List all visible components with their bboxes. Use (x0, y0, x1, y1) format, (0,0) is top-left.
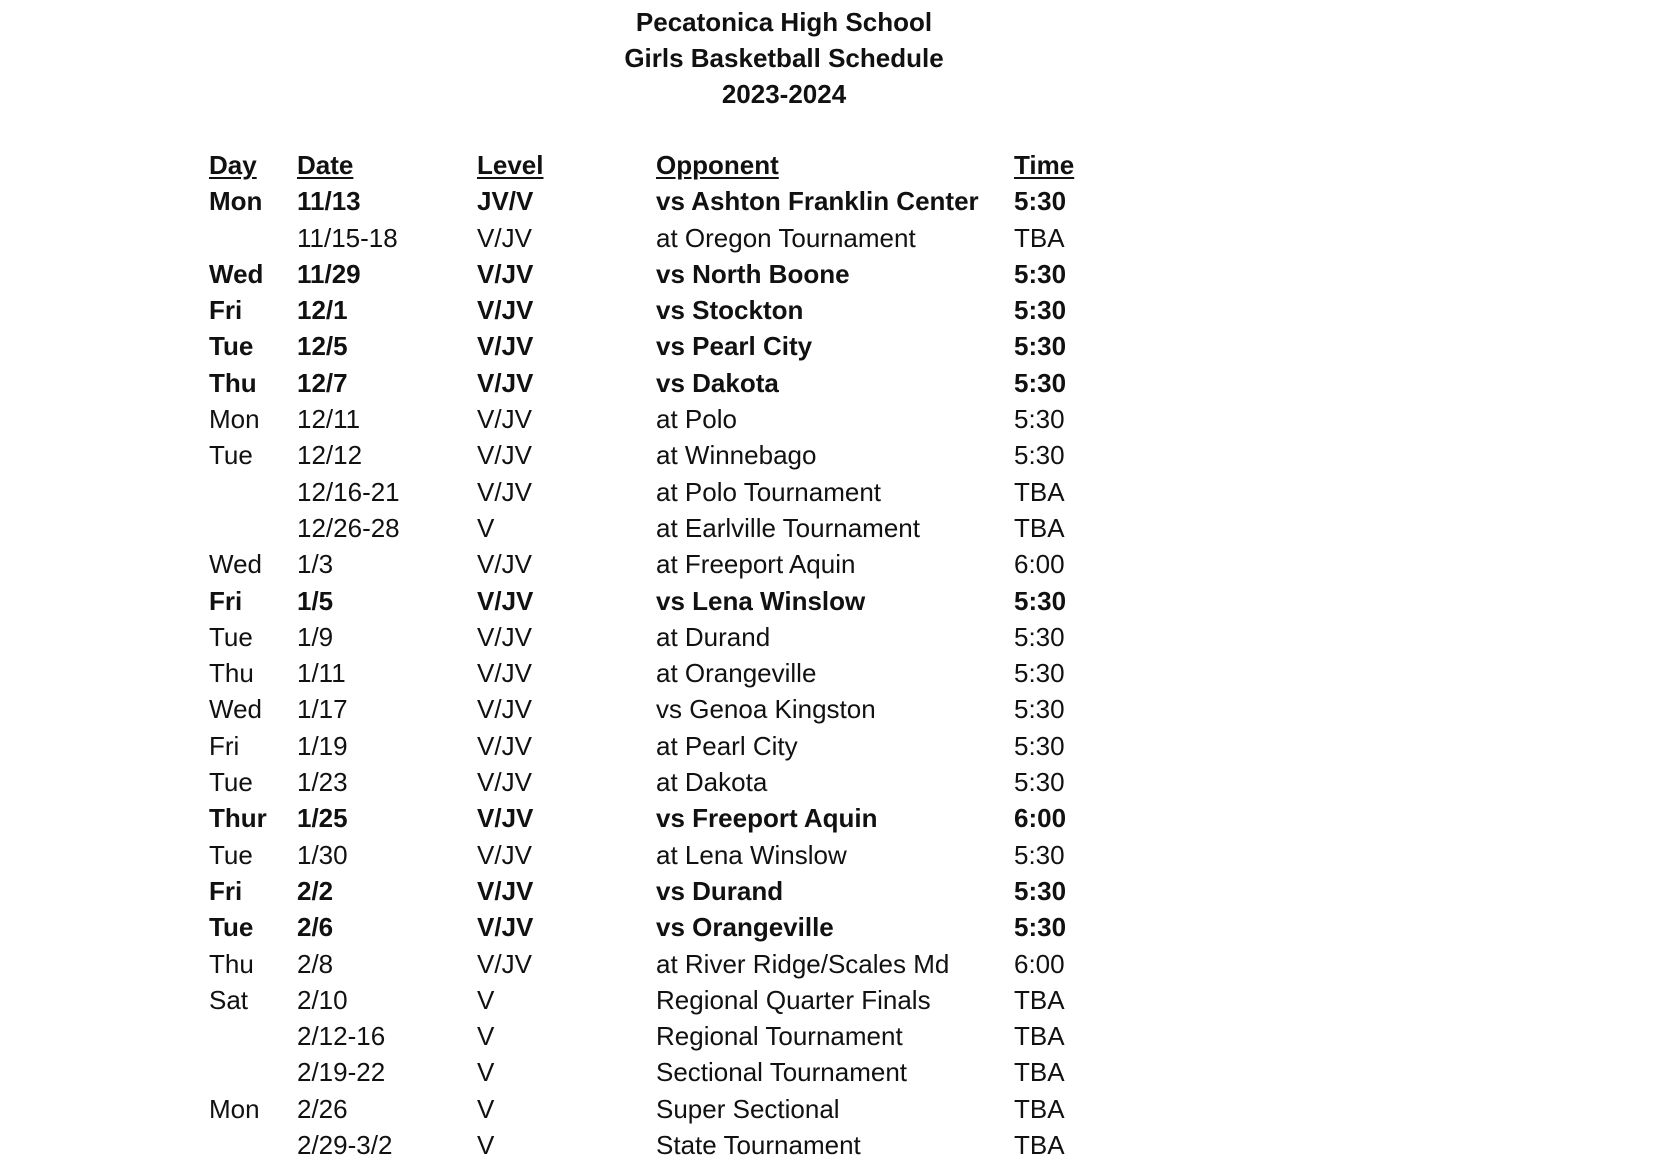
table-row (209, 510, 1209, 546)
game-level: V/JV (477, 331, 534, 362)
game-opponent: Super Sectional (656, 1093, 840, 1124)
game-date: 2/26 (297, 1093, 348, 1124)
game-time: 5:30 (1014, 440, 1065, 471)
game-level: V/JV (477, 875, 534, 906)
table-row (209, 909, 1209, 945)
game-opponent: at Freeport Aquin (656, 549, 856, 580)
game-opponent: at Pearl City (656, 730, 798, 761)
game-time: 6:00 (1014, 549, 1065, 580)
game-opponent: vs Orangeville (656, 912, 834, 943)
table-row (209, 1054, 1209, 1090)
table-row (209, 837, 1209, 873)
game-opponent: vs Genoa Kingston (656, 694, 876, 725)
game-time: TBA (1014, 984, 1065, 1015)
game-opponent: at River Ridge/Scales Md (656, 948, 950, 979)
table-row (209, 183, 1209, 219)
game-level: V/JV (477, 258, 534, 289)
table-row (209, 1018, 1209, 1054)
table-row (209, 328, 1209, 364)
game-level: V/JV (477, 658, 532, 689)
game-date: 12/26-28 (297, 512, 400, 543)
game-date: 2/19-22 (297, 1057, 386, 1088)
game-time: 5:30 (1014, 730, 1065, 761)
game-opponent: at Dakota (656, 767, 768, 798)
table-row (209, 583, 1209, 619)
game-date: 12/12 (297, 440, 363, 471)
game-date: 1/9 (297, 621, 334, 652)
game-time: 5:30 (1014, 658, 1065, 689)
game-opponent: at Polo Tournament (656, 476, 881, 507)
table-row (209, 220, 1209, 256)
table-row (209, 800, 1209, 836)
game-date: 1/19 (297, 730, 348, 761)
game-level: V (477, 984, 495, 1015)
game-time: TBA (1014, 1130, 1065, 1161)
game-day: Mon (209, 186, 263, 217)
game-level: V/JV (477, 222, 532, 253)
game-time: 5:30 (1014, 585, 1067, 616)
game-level: V/JV (477, 912, 534, 943)
game-level: V/JV (477, 730, 532, 761)
game-day: Fri (209, 585, 243, 616)
game-time: TBA (1014, 1021, 1065, 1052)
game-time: 5:30 (1014, 621, 1065, 652)
table-row (209, 728, 1209, 764)
game-time: 6:00 (1014, 803, 1067, 834)
game-date: 1/17 (297, 694, 348, 725)
game-date: 11/29 (297, 258, 361, 289)
game-date: 1/5 (297, 585, 334, 616)
game-day: Tue (209, 912, 254, 943)
game-level: V/JV (477, 549, 532, 580)
game-day: Sat (209, 984, 249, 1015)
game-day: Fri (209, 295, 243, 326)
header-day: Day (209, 150, 257, 180)
game-day: Thu (209, 367, 257, 398)
game-level: JV/V (477, 186, 534, 217)
table-row (209, 365, 1209, 401)
game-opponent: at Orangeville (656, 658, 817, 689)
game-time: 5:30 (1014, 767, 1065, 798)
game-level: V/JV (477, 367, 534, 398)
game-opponent: at Earlville Tournament (656, 512, 920, 543)
table-row (209, 619, 1209, 655)
game-opponent: State Tournament (656, 1130, 861, 1161)
game-level: V/JV (477, 621, 532, 652)
game-day: Wed (209, 694, 262, 725)
game-day: Mon (209, 1093, 260, 1124)
game-date: 1/30 (297, 839, 348, 870)
game-level: V/JV (477, 694, 532, 725)
game-date: 11/13 (297, 186, 361, 217)
table-row (209, 691, 1209, 727)
game-time: 5:30 (1014, 331, 1067, 362)
game-time: TBA (1014, 222, 1065, 253)
table-row (209, 437, 1209, 473)
game-opponent: at Polo (656, 404, 737, 435)
game-time: TBA (1014, 1093, 1065, 1124)
game-time: 5:30 (1014, 186, 1067, 217)
table-row (209, 1127, 1209, 1163)
game-opponent: Sectional Tournament (656, 1057, 908, 1088)
game-date: 11/15-18 (297, 222, 398, 253)
game-opponent: vs Lena Winslow (656, 585, 866, 616)
game-day: Wed (209, 258, 264, 289)
schedule-table (209, 147, 1209, 1163)
game-opponent: at Durand (656, 621, 771, 652)
game-day: Fri (209, 730, 240, 761)
game-time: 5:30 (1014, 404, 1065, 435)
game-level: V/JV (477, 404, 532, 435)
game-day: Tue (209, 331, 254, 362)
game-level: V/JV (477, 585, 534, 616)
game-level: V/JV (477, 440, 532, 471)
game-day: Thur (209, 803, 267, 834)
school-name: Pecatonica High School (635, 7, 933, 37)
game-date: 2/12-16 (297, 1021, 386, 1052)
game-level: V (477, 512, 495, 543)
game-date: 12/7 (297, 367, 348, 398)
game-opponent: vs Dakota (656, 367, 779, 398)
game-date: 2/6 (297, 912, 334, 943)
game-day: Thu (209, 658, 254, 689)
game-time: 5:30 (1014, 912, 1067, 943)
game-time: 5:30 (1014, 258, 1067, 289)
game-date: 12/11 (297, 404, 361, 435)
game-day: Tue (209, 839, 253, 870)
season-year: 2023-2024 (721, 79, 847, 109)
table-row (209, 546, 1209, 582)
game-level: V (477, 1057, 495, 1088)
game-day: Tue (209, 767, 253, 798)
game-opponent: Regional Tournament (656, 1021, 903, 1052)
table-row (209, 1091, 1209, 1127)
header-level: Level (477, 150, 544, 180)
game-date: 2/2 (297, 875, 334, 906)
game-day: Mon (209, 404, 260, 435)
table-row (209, 474, 1209, 510)
game-date: 12/1 (297, 295, 348, 326)
header-time: Time (1014, 150, 1075, 180)
game-opponent: vs Freeport Aquin (656, 803, 878, 834)
game-day: Wed (209, 549, 262, 580)
game-opponent: vs North Boone (656, 258, 850, 289)
title-block (0, 4, 1617, 112)
game-date: 2/10 (297, 984, 348, 1015)
game-time: 5:30 (1014, 875, 1067, 906)
game-date: 1/25 (297, 803, 348, 834)
game-level: V/JV (477, 476, 532, 507)
header-opponent: Opponent (656, 150, 779, 180)
game-opponent: vs Stockton (656, 295, 804, 326)
header-row (209, 147, 1209, 183)
game-opponent: at Winnebago (656, 440, 817, 471)
game-time: 5:30 (1014, 694, 1065, 725)
game-opponent: at Lena Winslow (656, 839, 847, 870)
game-date: 1/3 (297, 549, 334, 580)
game-day: Tue (209, 621, 253, 652)
game-time: TBA (1014, 476, 1065, 507)
game-time: 5:30 (1014, 839, 1065, 870)
game-date: 1/23 (297, 767, 348, 798)
table-row (209, 764, 1209, 800)
game-opponent: vs Pearl City (656, 331, 813, 362)
table-row (209, 292, 1209, 328)
game-date: 12/5 (297, 331, 348, 362)
game-date: 2/29-3/2 (297, 1130, 393, 1161)
game-level: V/JV (477, 803, 534, 834)
game-time: TBA (1014, 1057, 1065, 1088)
game-opponent: vs Durand (656, 875, 784, 906)
game-date: 2/8 (297, 948, 334, 979)
game-level: V/JV (477, 767, 532, 798)
game-time: 6:00 (1014, 948, 1065, 979)
table-row (209, 982, 1209, 1018)
game-level: V (477, 1021, 495, 1052)
table-row (209, 401, 1209, 437)
game-day: Fri (209, 875, 243, 906)
header-date: Date (297, 150, 354, 180)
table-row (209, 873, 1209, 909)
game-level: V (477, 1130, 495, 1161)
game-opponent: Regional Quarter Finals (656, 984, 931, 1015)
game-day: Thu (209, 948, 254, 979)
game-opponent: vs Ashton Franklin Center (656, 186, 979, 217)
game-time: 5:30 (1014, 295, 1067, 326)
game-day: Tue (209, 440, 253, 471)
game-level: V/JV (477, 948, 532, 979)
table-row (209, 256, 1209, 292)
game-opponent: at Oregon Tournament (656, 222, 916, 253)
schedule-title: Girls Basketball Schedule (624, 43, 944, 73)
game-time: TBA (1014, 512, 1065, 543)
game-level: V/JV (477, 295, 534, 326)
table-row (209, 655, 1209, 691)
game-time: 5:30 (1014, 367, 1067, 398)
game-level: V/JV (477, 839, 532, 870)
game-date: 12/16-21 (297, 476, 400, 507)
game-date: 1/11 (297, 658, 346, 689)
table-row (209, 946, 1209, 982)
game-level: V (477, 1093, 495, 1124)
